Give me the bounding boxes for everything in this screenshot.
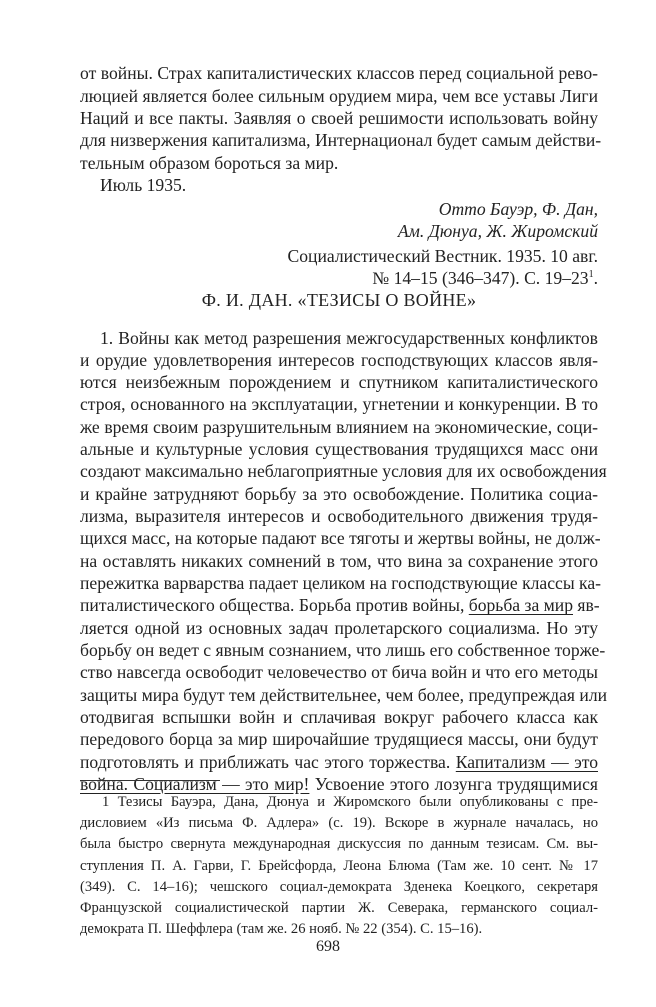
signature-line: Отто Бауэр, Ф. Дан, <box>438 199 598 220</box>
text-line: и орудие удовлетворения интересов господствующих классов явля- <box>80 349 598 370</box>
text-line: передового борца за мир широчайшие трудящиеся массы, они будут <box>80 729 598 750</box>
text-span: Усвоение этого лозунга трудящимися <box>314 773 598 794</box>
text-line: 1. Войны как метод разрешения межгосударственных конфликтов <box>100 327 598 348</box>
footnote-line: Французской социалистической партии Ж. Северака, германского социал- <box>80 900 598 916</box>
text-line: щихся масс, на которые падают все тяготы и жертвы войны, не долж- <box>80 528 601 549</box>
footnote-line: (349). С. 14–16); чешского социал-демократа Зденека Коецкого, секретаря <box>80 878 598 895</box>
footnote-line: дисловием «Из письма Ф. Адлера» (с. 19). Вскоре в журнале началась, но <box>80 815 598 832</box>
text-line <box>80 593 598 617</box>
text-line: борьбу он ведет с явным сознанием, что лишь его собственное торже- <box>80 639 606 660</box>
source-text: № 14–15 (346–347). С. 19–23 <box>372 267 589 288</box>
source-line: Социалистический Вестник. 1935. 10 авг. <box>287 245 598 266</box>
text-span: яв- <box>573 595 600 616</box>
text-line: и крайне затрудняют борьбу за это освобождение. Политика социа- <box>80 483 598 504</box>
page-number: 698 <box>316 938 340 955</box>
text-span: подготовлять и приближать час этого торжества. <box>80 751 451 772</box>
underlined-phrase: борьба за мир <box>468 595 573 616</box>
text-line: от войны. Страх капиталистических классов перед социальной рево- <box>80 63 598 84</box>
text-line: пережитка варварства падает целиком на господствующие классы ка- <box>80 573 602 594</box>
footnote-line: 1 Тезисы Бауэра, Дана, Дюнуа и Жиромского были опубликованы с пре- <box>102 794 598 810</box>
text-line: для низвержения капитализма, Интернационал будет самым действи- <box>80 130 602 151</box>
section-heading: Ф. И. ДАН. «ТЕЗИСЫ О ВОЙНЕ» <box>201 290 477 311</box>
signature-line: Ам. Дюнуа, Ж. Жиромский <box>397 221 598 242</box>
footnote-divider <box>80 780 220 781</box>
footnote-mark: 1 <box>588 269 594 281</box>
footnote-line: ступления П. А. Гарви, Г. Брейсфорда, Леона Блюма (Там же. 10 сент. № 17 <box>80 857 598 874</box>
footnote-line: была быстро свернута международная дискуссия по данным тезисам. См. вы- <box>80 836 598 853</box>
text-line: же время своим разрушительным влиянием на экономические, соци- <box>80 416 598 437</box>
text-line: строя, основанного на эксплуатации, угнетении и конкуренции. В то <box>80 394 598 415</box>
text-line: люцией является более сильным орудием мира, чем все уставы Лиги <box>80 85 598 106</box>
source-end: . <box>593 267 598 288</box>
text-span: питалистического общества. Борьба против войны, <box>80 595 465 616</box>
text-line: защиты мира будут тем действительнее, чем более, предупреждая или <box>80 684 608 705</box>
text-line: ляется одной из основных задач пролетарского социализма. Но эту <box>80 617 598 638</box>
footnote-line: демократа П. Шеффлера (там же. 26 нояб. № 22 (354). С. 15–16). <box>80 921 483 938</box>
date-line: Июль 1935. <box>100 174 187 195</box>
underlined-phrase: Капитализм — это <box>455 751 598 772</box>
text-line: лизма, выразителя интересов и освободительного движения трудя- <box>80 506 598 527</box>
underlined-phrase: война. Социализм — это мир! <box>80 773 310 794</box>
text-line: ются неизбежным порождением и спутником капиталистического <box>80 372 598 393</box>
text-line: тельным образом бороться за мир. <box>80 152 339 173</box>
text-line: создают максимально неблагоприятные условия для их освобождения <box>80 461 607 482</box>
text-line: на оставлять никаких сомнений в том, что вина за сохранение этого <box>80 550 598 571</box>
text-line: Наций и все пакты. Заявляя о своей решимости использовать войну <box>80 108 598 129</box>
source-line <box>80 266 598 290</box>
text-line: альные и культурные условия существования трудящихся масс они <box>80 439 598 460</box>
text-line: отодвигая вспышки войн и сплачивая вокруг рабочего класса как <box>80 706 598 727</box>
text-line: ство навсегда освободит человечество от бича войн и что его методы <box>80 662 598 683</box>
text-line <box>80 750 598 774</box>
